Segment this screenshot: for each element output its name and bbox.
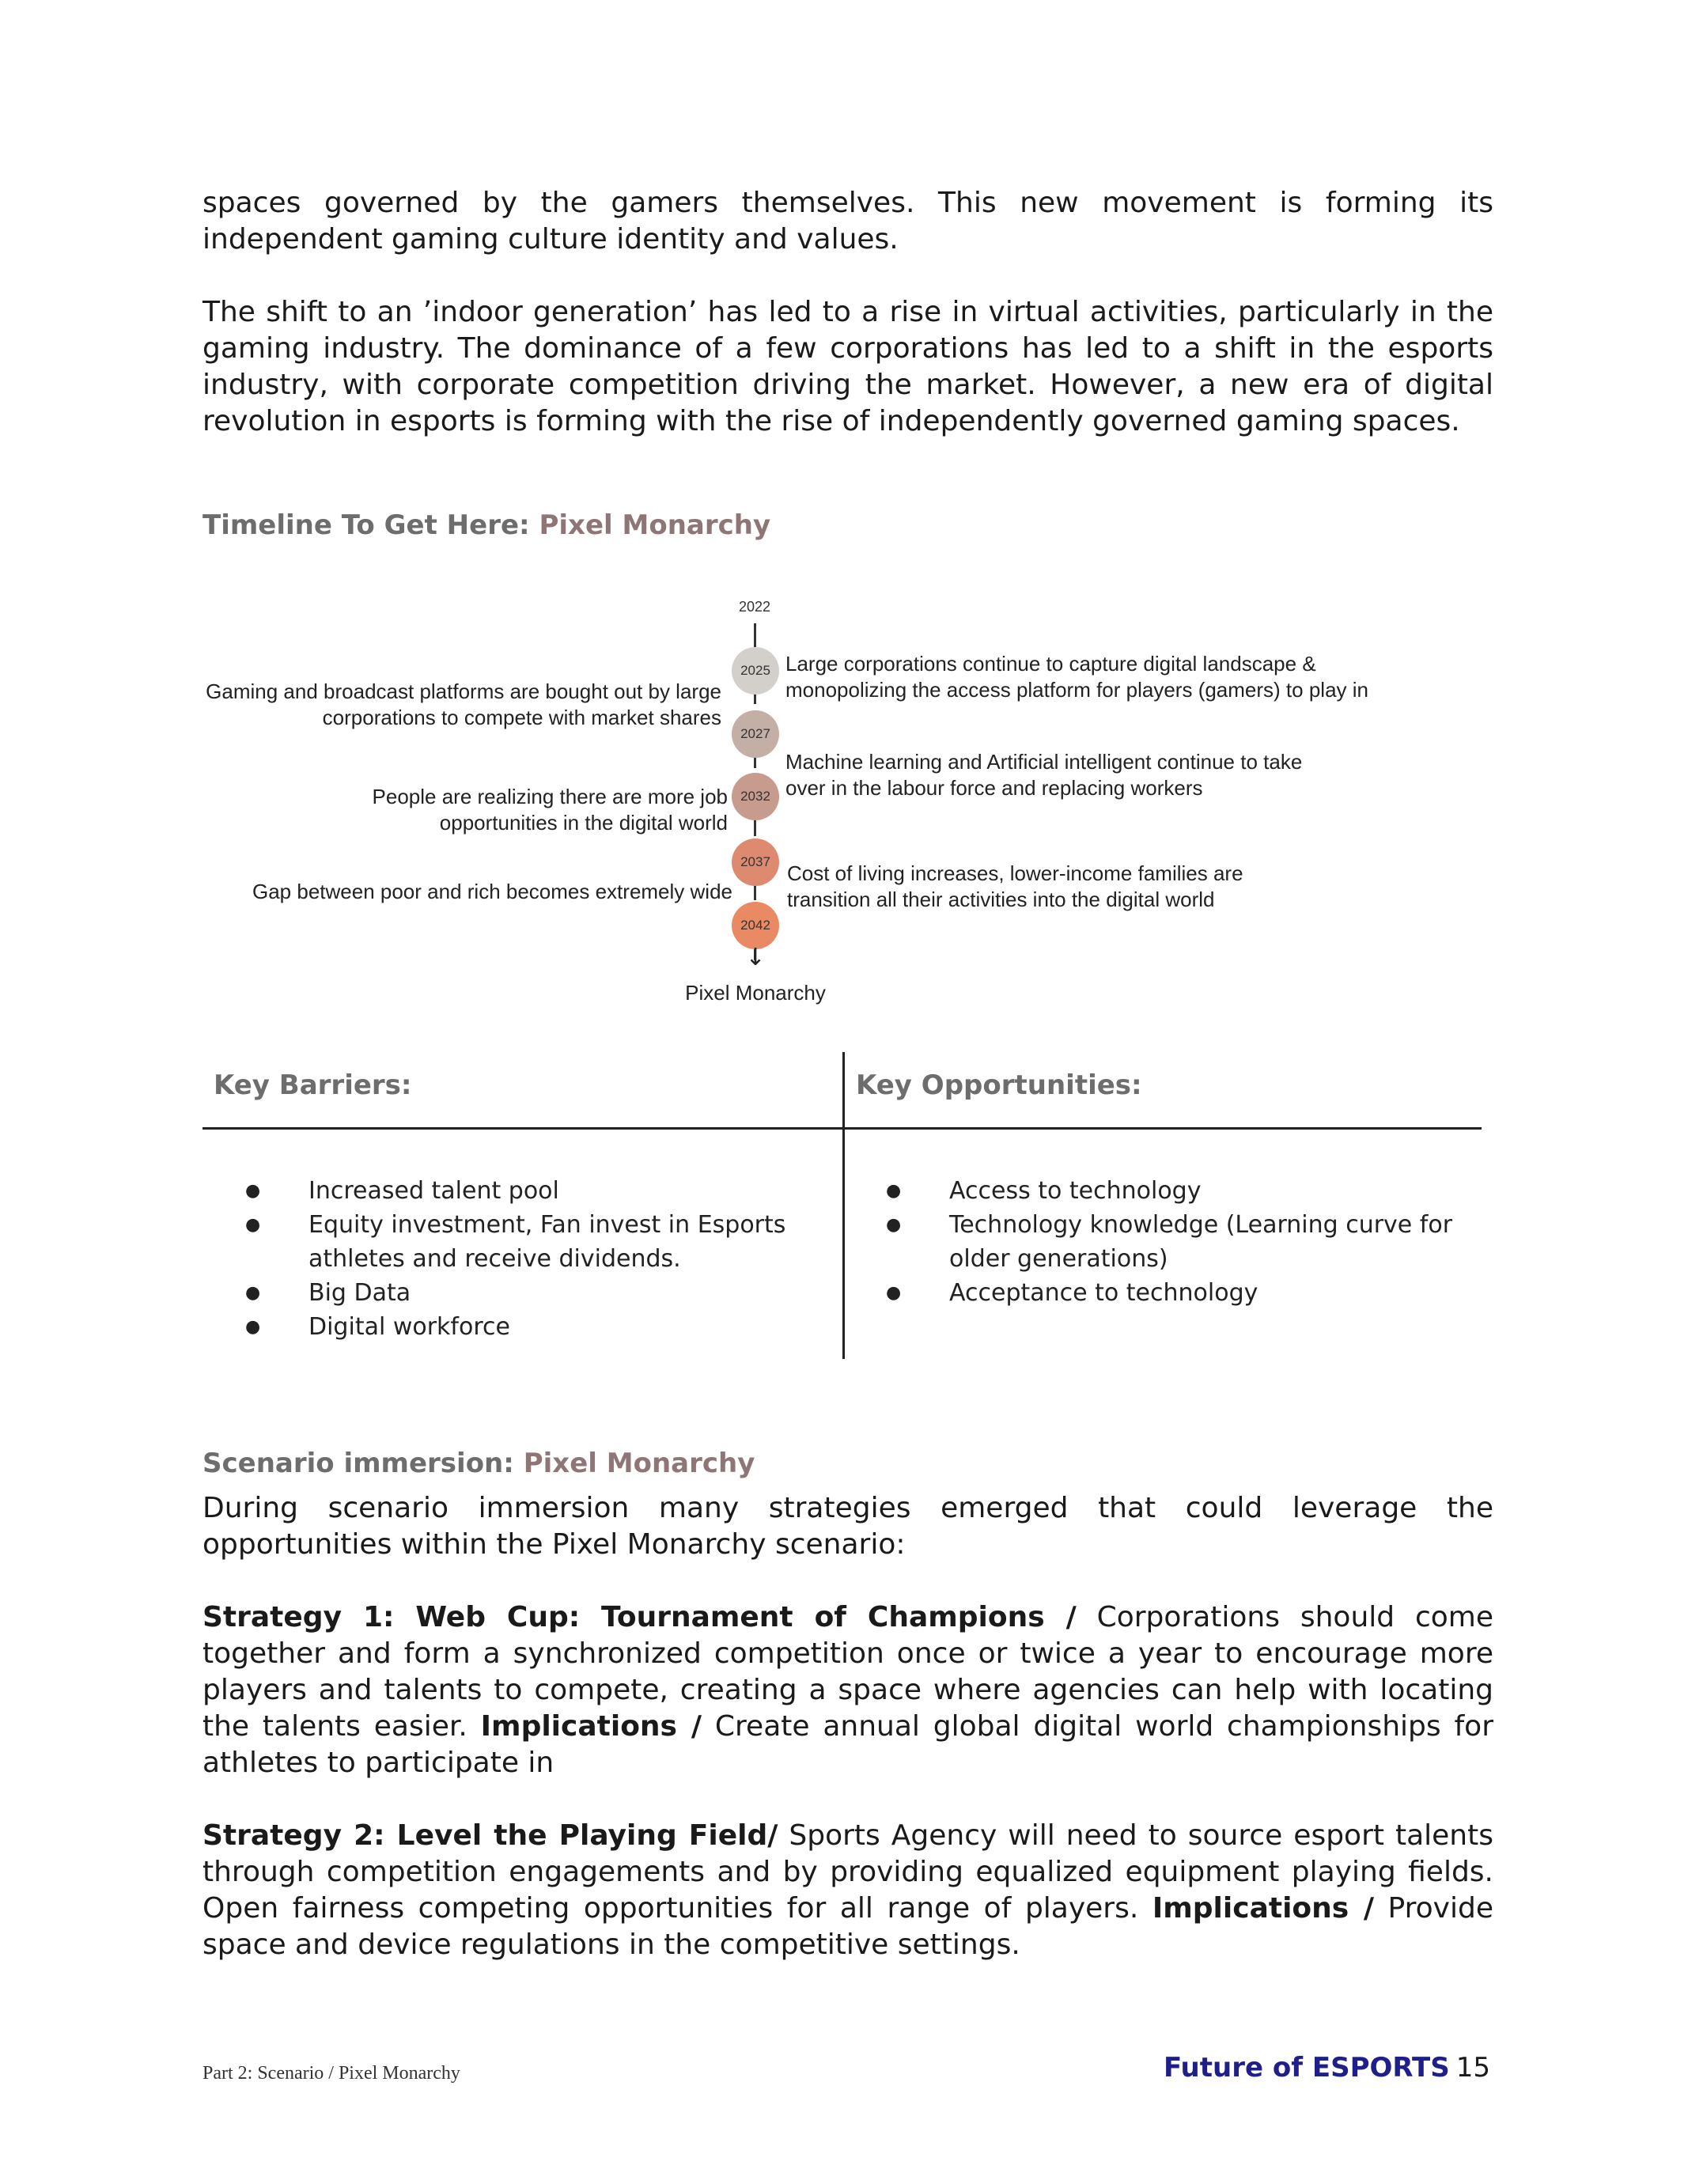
timeline-node-2042	[732, 902, 779, 949]
timeline-line	[754, 756, 756, 768]
timeline-node-2032	[732, 773, 779, 820]
immersion-heading	[202, 1448, 755, 1479]
strategy-2-text: Sports Agency will need to source esport talents through competition engagements and by providing equalized equipment playing fields. Open fairness competing opportunities for all range of players.	[202, 1819, 1493, 1925]
list-item: ● Technology knowledge (Learning curve for older generations)	[886, 1208, 1455, 1276]
timeline-node-2025	[732, 647, 779, 695]
list-item: ● Increased talent pool	[245, 1174, 799, 1208]
list-item: ● Acceptance to technology	[886, 1276, 1455, 1310]
list-item: ● Digital workforce	[245, 1310, 799, 1344]
strategy-2-implications-label: Implications /	[1152, 1892, 1374, 1925]
footer-section-label: Part 2: Scenario / Pixel Monarchy	[202, 2063, 460, 2084]
timeline-heading-accent: Pixel Monarchy	[539, 509, 771, 541]
strategy-2-implications-text: Provide space and device regulations in the competitive settings.	[202, 1892, 1493, 1961]
footer-brand	[1164, 2052, 1490, 2084]
immersion-heading-accent: Pixel Monarchy	[523, 1448, 755, 1479]
key-barriers-title: Key Barriers:	[214, 1069, 412, 1101]
list-item: ● Access to technology	[886, 1174, 1455, 1208]
timeline-event-right: Large corporations continue to capture digital landscape & monopolizing the access platform for players (gamers) to play in	[785, 652, 1368, 702]
timeline-heading-prefix: Timeline To Get Here:	[202, 509, 530, 541]
timeline-event-left: Gap between poor and rich becomes extremely wide	[252, 880, 732, 903]
strategy-2-paragraph	[202, 1818, 1493, 1963]
timeline-node-year: 2027	[740, 726, 770, 741]
list-item: ● Equity investment, Fan invest in Esports athletes and receive dividends.	[245, 1208, 799, 1276]
strategy-2-title: Strategy 2: Level the Playing Field/	[202, 1819, 778, 1852]
timeline-line	[754, 623, 756, 647]
arrow-down-icon: ↓	[745, 944, 766, 971]
intro-paragraph-1: spaces governed by the gamers themselves. This new movement is forming its independent gaming culture identity and values.	[202, 187, 1493, 255]
timeline-line	[754, 884, 756, 900]
timeline-end-label: Pixel Monarchy	[685, 981, 826, 1005]
table-divider-vertical	[842, 1052, 845, 1359]
opportunities-list	[886, 1174, 1455, 1310]
strategy-1-text: Corporations should come together and form a synchronized competition once or twice a year to encourage more players and talents to compete, creating a space where agencies can help with locating the talents easier.	[202, 1601, 1493, 1743]
list-item: ● Big Data	[245, 1276, 799, 1310]
footer-brand-name: Future of ESPORTS	[1164, 2052, 1450, 2084]
strategy-1-implications-text: Create annual global digital world championships for athletes to participate in	[202, 1710, 1493, 1779]
timeline-node-year: 2037	[740, 854, 770, 869]
timeline-node-year: 2042	[740, 918, 770, 933]
intro-paragraph-2: The shift to an ’indoor generation’ has led to a rise in virtual activities, particularly in the gaming industry. The dominance of a few corporations has led to a shift in the esports industry, with corporate competition driving the market. However, a new era of digital revolution in esports is forming with the rise of independently governed gaming spaces.	[202, 296, 1493, 437]
page-number: 15	[1455, 2052, 1490, 2084]
immersion-intro: During scenario immersion many strategies emerged that could leverage the opportunities within the Pixel Monarchy scenario:	[202, 1492, 1493, 1561]
timeline-node-2027	[732, 710, 779, 758]
timeline-node-2037	[732, 838, 779, 886]
strategy-1-paragraph	[202, 1599, 1493, 1781]
timeline-start-year: 2022	[738, 599, 771, 615]
key-opportunities-title: Key Opportunities:	[856, 1069, 1142, 1101]
timeline-line	[754, 820, 756, 836]
timeline-event-right: Machine learning and Artificial intelligent continue to take over in the labour force and replacing workers	[785, 750, 1303, 800]
immersion-heading-prefix: Scenario immersion:	[202, 1448, 514, 1479]
strategy-1-implications-label: Implications /	[480, 1710, 702, 1743]
timeline-event-right: Cost of living increases, lower-income families are transition all their activities into the digital world	[787, 861, 1243, 911]
barriers-list	[245, 1174, 799, 1344]
timeline-event-left: Gaming and broadcast platforms are bought out by large corporations to compete with market shares	[206, 679, 721, 729]
timeline-event-left: People are realizing there are more job opportunities in the digital world	[372, 785, 728, 835]
timeline-node-year: 2032	[740, 789, 770, 804]
strategy-1-title: Strategy 1: Web Cup: Tournament of Champions /	[202, 1601, 1077, 1633]
timeline-heading	[202, 509, 770, 541]
timeline-node-year: 2025	[740, 663, 770, 678]
